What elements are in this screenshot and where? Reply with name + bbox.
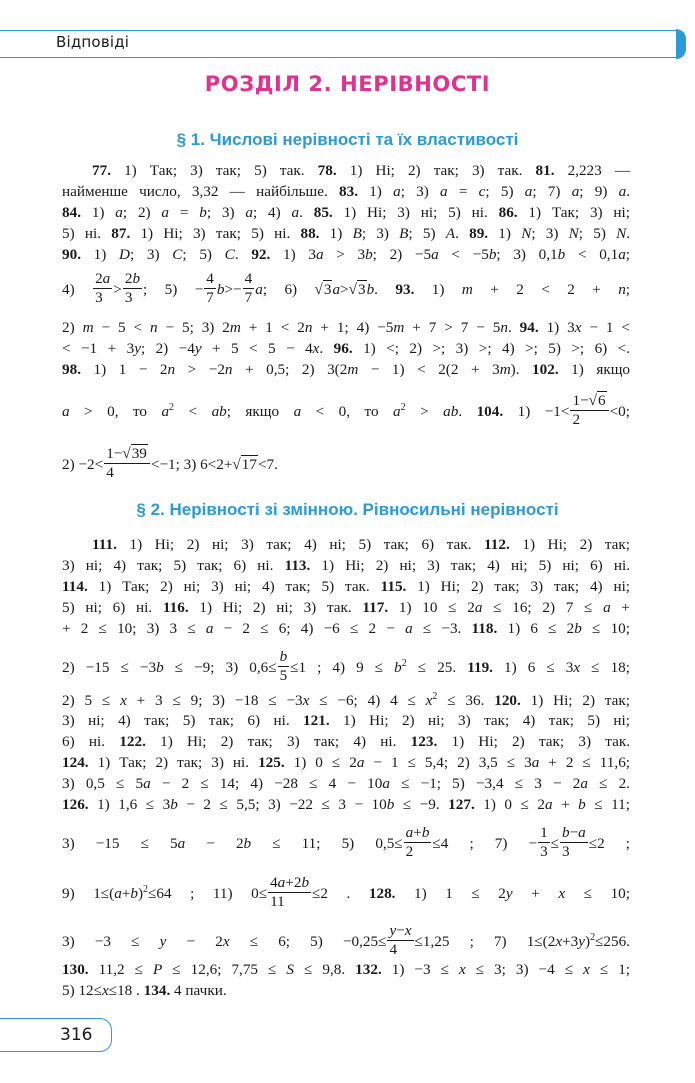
answer-line: 111. 1) Ні; 2) ні; 3) так; 4) ні; 5) так; 6) так. 112. 1) Ні; 2) так; [92, 536, 630, 553]
answer-line: 9) $1\le(a+b)^2\le 64$ ; 11) 0≤ $\frac{4a+2b}{11}$ ≤2 . 128. 1) 1 ≤ 2y + x ≤ 10; [62, 874, 630, 910]
chapter-title: РОЗДІЛ 2. НЕРІВНОСТІ [204, 72, 491, 96]
answer-line: 126. 1) 1,6 ≤ 3b − 2 ≤ 5,5; 3) −22 ≤ 3 − 10b ≤ −9. 127. 1) 0 ≤ 2a + b ≤ 11; [62, 796, 630, 813]
answer-line: 4) $\frac{2a}{3}$ > $\frac{2b}{3}$ ; 5) − $\frac{4}{7}$ b>− $\frac{4}{7}$ a; 6) √3a>√3b. 93. 1) m + 2 < 2 + n; [62, 270, 631, 306]
answer-line: 2) −2< $\frac{1-√39}{4}$ <−1; 3) 6<2+√17<7. [62, 445, 278, 481]
answer-line: 5) 12≤x≤18 . 134. 4 пачки. [62, 982, 227, 999]
header-tab-decoration [676, 29, 686, 59]
header-label: Відповіді [56, 33, 130, 51]
answer-line: + 2 ≤ 10; 3) 3 ≤ a − 2 ≤ 6; 4) −6 ≤ 2 − a ≤ −3. 118. 1) 6 ≤ 2b ≤ 10; [62, 620, 630, 637]
answer-line: 3) ні; 4) так; 5) так; 6) ні. 121. 1) Ні; 2) ні; 3) так; 4) так; 5) ні; [62, 712, 630, 729]
answer-line: 3) 0,5 ≤ 5a − 2 ≤ 14; 4) −28 ≤ 4 − 10a ≤ −1; 5) −3,4 ≤ 3 − 2a ≤ 2. [62, 775, 630, 792]
answer-line: найменше число, 3,32 — найбільше. 83. 1) a; 3) a = c; 5) a; 7) a; 9) a. [62, 183, 631, 200]
footer-band [0, 1018, 112, 1052]
answer-line: 130. 11,2 ≤ P ≤ 12,6; 7,75 ≤ S ≤ 9,8. 132. 1) −3 ≤ x ≤ 3; 3) −4 ≤ x ≤ 1; [62, 961, 631, 978]
section-title-1: § 1. Числові нерівності та їх властивості [176, 130, 519, 149]
answer-line: 2) m − 5 < n − 5; 3) 2m + 1 < 2n + 1; 4) −5m + 7 > 7 − 5n. 94. 1) 3x − 1 < [62, 319, 630, 336]
answer-line: 77. 1) Так; 3) так; 5) так. 78. 1) Ні; 2) так; 3) так. 81. 2,223 — [92, 162, 631, 179]
section-title-2: § 2. Нерівності зі змінною. Рівносильні нерівності [136, 500, 559, 519]
answer-line: 90. 1) D; 3) C; 5) C. 92. 1) 3a > 3b; 2) −5a < −5b; 3) 0,1b < 0,1a; [62, 246, 631, 263]
answer-line: 84. 1) a; 2) a = b; 3) a; 4) a. 85. 1) Ні; 3) ні; 5) ні. 86. 1) Так; 3) ні; [62, 204, 631, 221]
answer-line: 2) 5 ≤ x + 3 ≤ 9; 3) −18 ≤ −3x ≤ −6; 4) $4 \le x^2 \le 36$. 120. 1) Ні; 2) так; [62, 691, 630, 710]
answer-line: 3) −15 ≤ 5a − 2b ≤ 11; 5) 0,5≤ $\frac{a+b}{2}$ ≤4 ; 7) − $\frac{1}{3}$ ≤ $\frac{b-a}{3}$ ≤2 ; [62, 824, 631, 860]
answer-line: 6) ні. 122. 1) Ні; 2) так; 3) так; 4) ні. 123. 1) Ні; 2) так; 3) так. [62, 733, 631, 750]
answer-line: 2) −15 ≤ −3b ≤ −9; 3) 0,6≤ $\frac{b}{5}$ ≤1 ; 4) $9 \le b^2 \le 25$. 119. 1) 6 ≤ 3x ≤ 18; [62, 648, 630, 684]
answer-line: 5) ні; 6) ні. 116. 1) Ні; 2) ні; 3) так. 117. 1) 10 ≤ 2a ≤ 16; 2) 7 ≤ a + [62, 599, 630, 616]
answer-line: 98. 1) 1 − 2n > −2n + 0,5; 2) 3(2m − 1) < 2(2 + 3m). 102. 1) якщо [62, 361, 630, 378]
answer-line: < −1 + 3y; 2) −4y + 5 < 5 − 4x. 96. 1) <; 2) >; 3) >; 4) >; 5) >; 6) <. [62, 340, 631, 357]
answer-line: 5) ні. 87. 1) Ні; 3) так; 5) ні. 88. 1) B; 3) B; 5) A. 89. 1) N; 3) N; 5) N. [62, 225, 631, 242]
answer-line: 114. 1) Так; 2) ні; 3) ні; 4) так; 5) так. 115. 1) Ні; 2) так; 3) так; 4) ні; [62, 578, 631, 595]
answer-line: 3) ні; 4) так; 5) так; 6) ні. 113. 1) Ні; 2) ні; 3) так; 4) ні; 5) ні; 6) ні. [62, 557, 631, 574]
answer-line: 124. 1) Так; 2) так; 3) ні. 125. 1) 0 ≤ 2a − 1 ≤ 5,4; 2) 3,5 ≤ 3a + 2 ≤ 11,6; [62, 754, 631, 771]
header-band [0, 30, 686, 58]
page-number: 316 [60, 1025, 93, 1045]
answer-line: 3) −3 ≤ y − 2x ≤ 6; 5) −0,25≤ $\frac{y-x}{4}$ ≤1,25 ; 7) $1\le(2x+3y)^2\le 256$. [62, 922, 630, 958]
answer-line: a > 0, то $a^2$ < ab; якщо a < 0, то $a^2$ > ab. 104. 1) −1< $\frac{1-√6}{2}$ <0; [62, 392, 630, 428]
